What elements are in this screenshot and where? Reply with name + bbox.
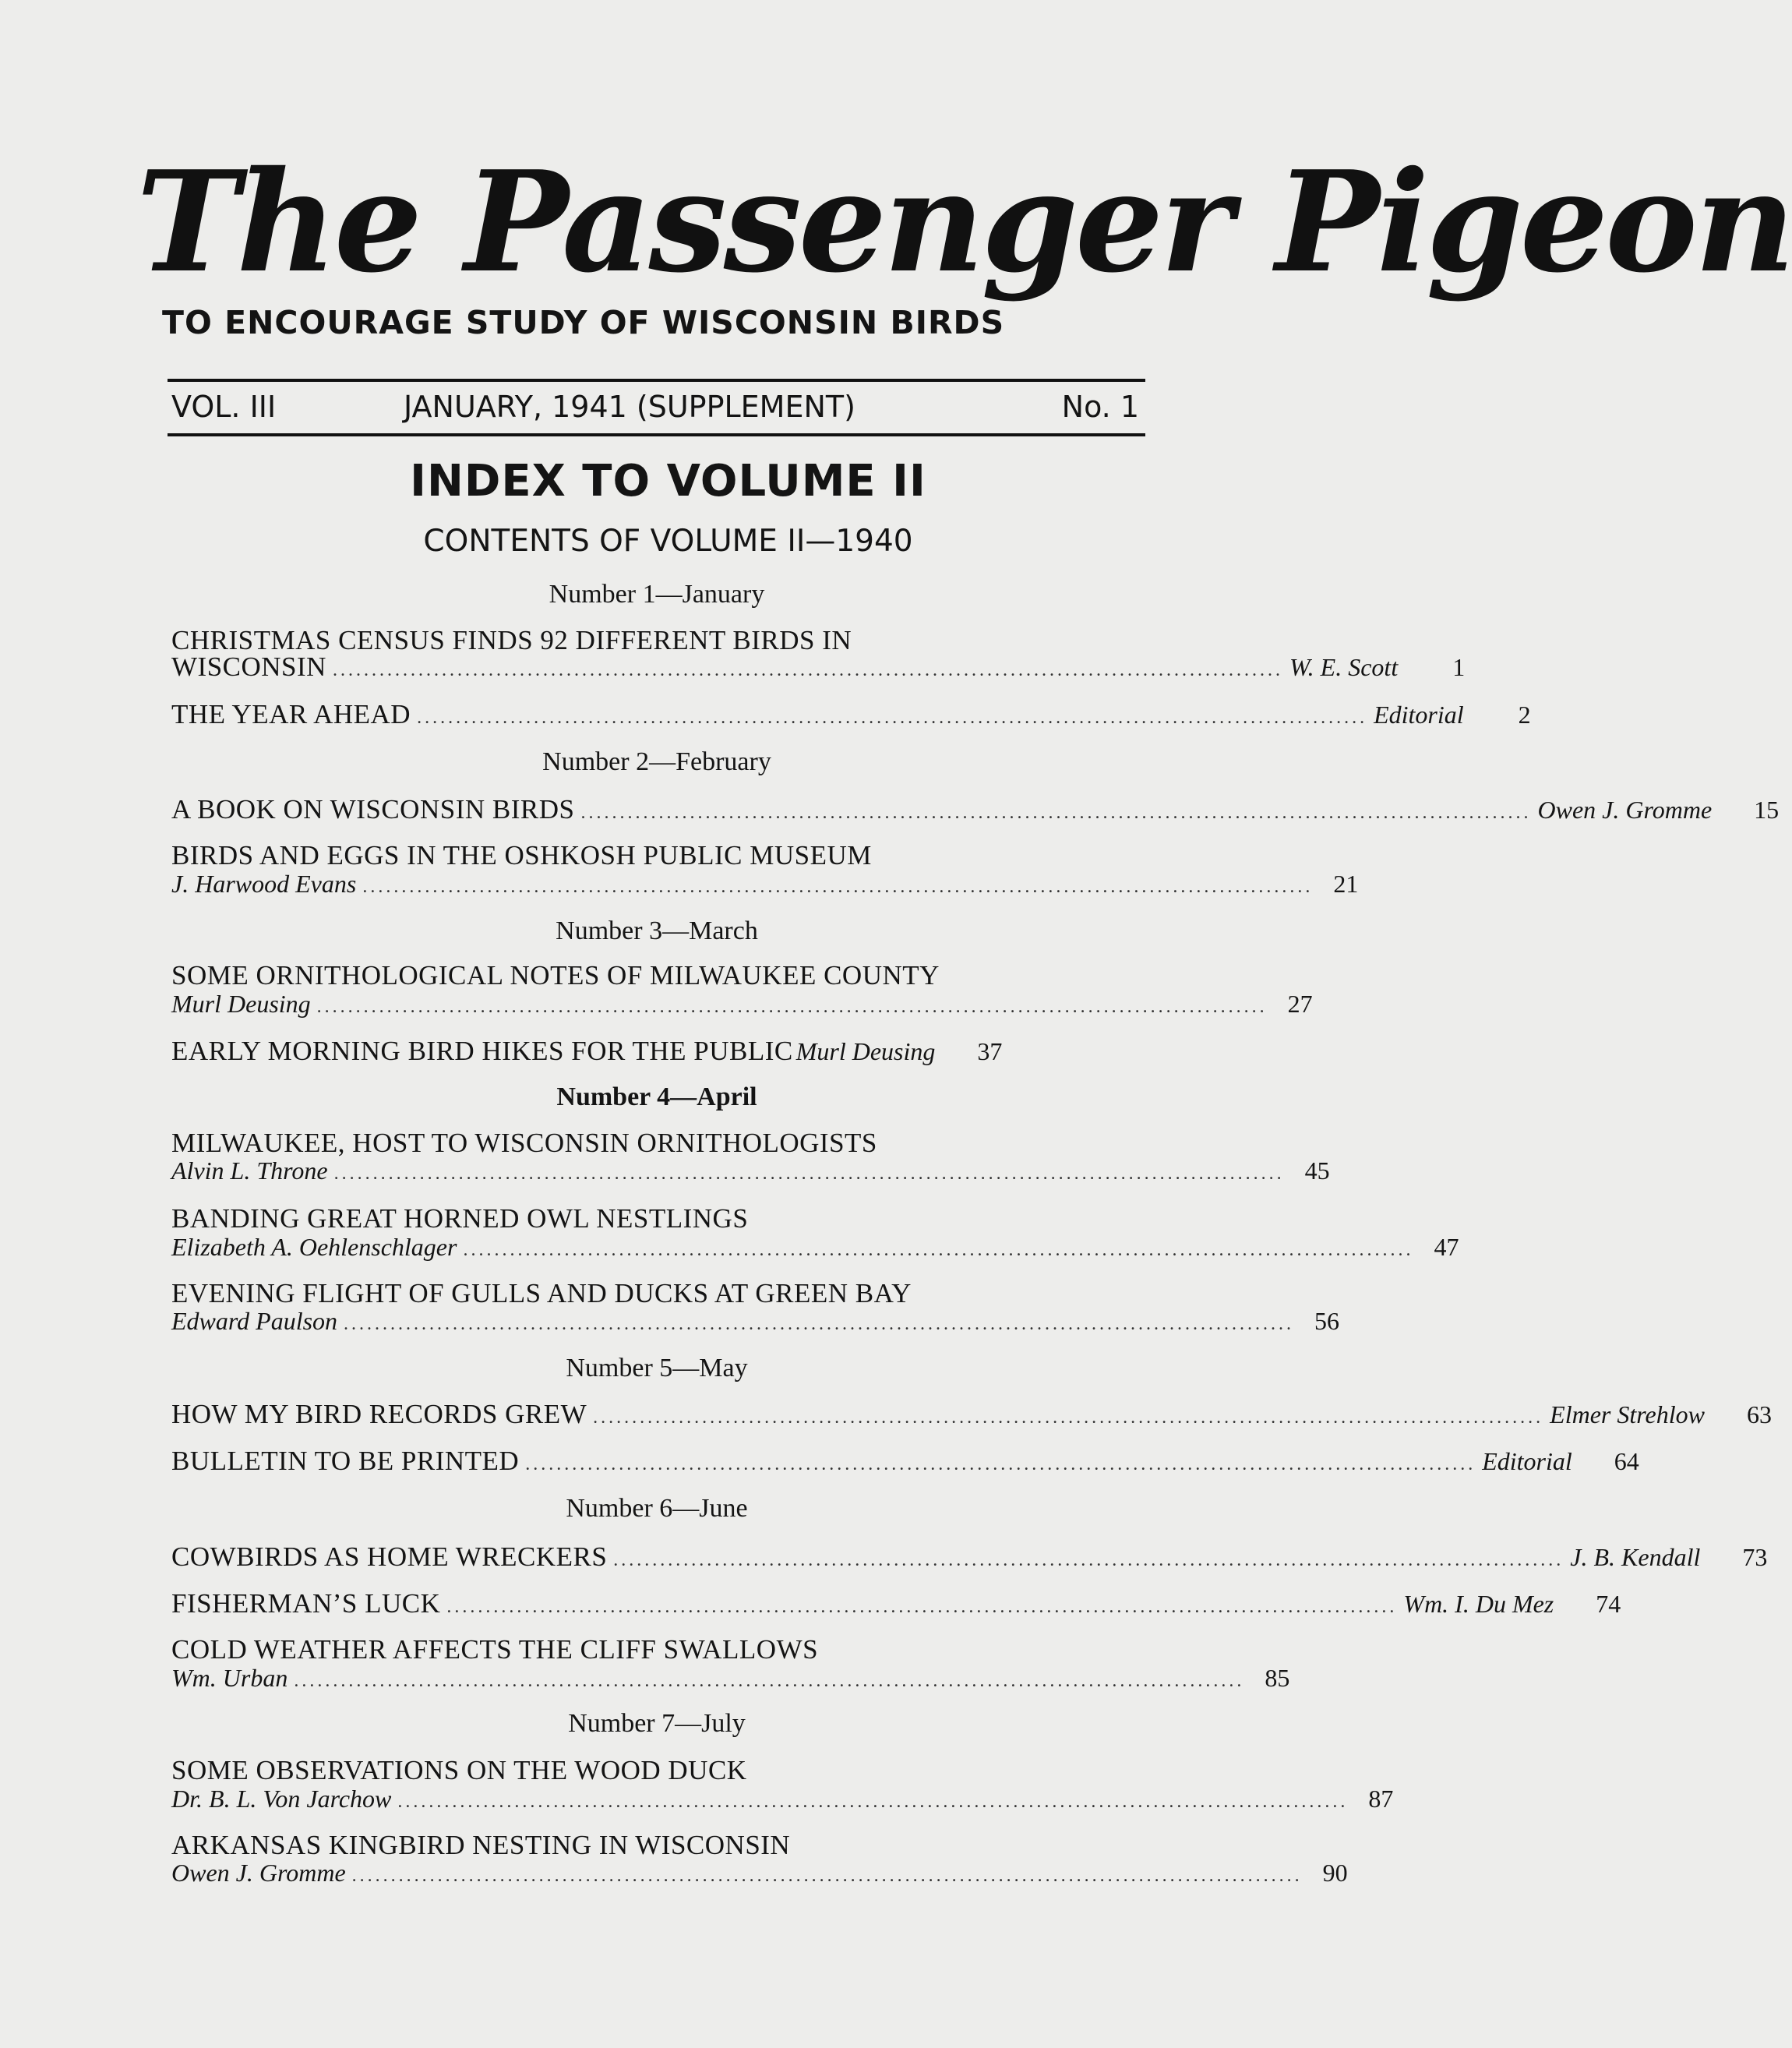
issue-line [170,383,1142,430]
masthead-subtitle: TO ENCOURAGE STUDY OF WISCONSIN BIRDS [162,304,1005,341]
leader-dots: .......................................................................................................................... [525,1454,1476,1474]
article-lead: Elizabeth A. Oehlenschlager [171,1233,457,1261]
article-row [171,1397,1772,1432]
article-row [171,1781,1394,1816]
leader-dots: .......................................................................................................................... [580,803,1532,823]
article-row [171,1034,1141,1068]
issue-heading: Number 6—June [566,1494,748,1523]
volume-label: VOL. III [171,390,277,424]
article-lead: THE YEAR AHEAD [171,699,411,729]
article-row [171,1444,1639,1478]
article-lead: COWBIRDS AS HOME WRECKERS [171,1541,608,1572]
issue-heading: Number 5—May [566,1354,748,1382]
article-page: 74 [1596,1590,1621,1618]
article-page: 73 [1742,1543,1768,1571]
article-title: COLD WEATHER AFFECTS THE CLIFF SWALLOWS [171,1634,819,1665]
article-author: Editorial [1482,1447,1572,1475]
article-row [171,1304,1340,1338]
article-title: EVENING FLIGHT OF GULLS AND DUCKS AT GREEN BAY [171,1278,912,1308]
article-page: 37 [977,1037,1003,1065]
article-page: 21 [1333,870,1359,898]
article-title: SOME ORNITHOLOGICAL NOTES OF MILWAUKEE COUNTY [171,960,940,990]
article-row [171,1540,1768,1574]
article-row [171,1153,1330,1188]
article-lead: Edward Paulson [171,1307,338,1335]
issue-number: No. 1 [1061,390,1139,424]
article-row [171,1587,1621,1621]
issue-heading: Number 7—July [568,1709,746,1738]
article-title: CHRISTMAS CENSUS FINDS 92 DIFFERENT BIRDS IN [171,625,852,655]
article-lead: Wm. Urban [171,1664,288,1692]
article-author: Murl Deusing [795,1037,936,1065]
leader-dots: .......................................................................................................................... [397,1792,1349,1812]
article-author: Owen J. Gromme [1537,796,1713,824]
leader-dots: .......................................................................................................................... [333,1163,1285,1184]
article-page: 45 [1304,1156,1330,1185]
article-page: 2 [1518,701,1531,729]
article-author: W. E. Scott [1289,653,1399,681]
article-row [171,793,1780,827]
article-page: 64 [1614,1447,1639,1475]
article-title: MILWAUKEE, HOST TO WISCONSIN ORNITHOLOGISTS [171,1128,877,1158]
article-row [171,1661,1290,1695]
article-author: Editorial [1374,701,1464,729]
issue-heading: Number 4—April [556,1082,757,1111]
article-title: SOME OBSERVATIONS ON THE WOOD DUCK [171,1755,747,1785]
article-lead: EARLY MORNING BIRD HIKES FOR THE PUBLIC [171,1036,793,1066]
leader-dots: .......................................................................................................................... [593,1407,1544,1428]
article-lead: J. Harwood Evans [171,870,357,898]
article-row [171,1230,1459,1264]
article-lead: WISCONSIN [171,651,326,682]
leader-dots: .......................................................................................................................... [344,1314,1295,1334]
masthead-title: The Passenger Pigeon [136,140,1792,303]
article-page: 15 [1754,796,1780,824]
issue-heading: Number 2—February [542,747,771,776]
article-page: 27 [1287,990,1313,1018]
article-page: 90 [1322,1859,1348,1887]
article-page: 1 [1452,653,1466,681]
leader-dots: .......................................................................................................................... [294,1671,1245,1691]
top-rule [168,379,1145,382]
article-lead: Alvin L. Throne [171,1156,328,1185]
article-page: 47 [1434,1233,1459,1261]
leader-dots: .......................................................................................................................... [332,660,1283,680]
article-page: 87 [1368,1785,1394,1813]
article-author: Elmer Strehlow [1550,1400,1705,1428]
article-row [171,867,1359,901]
article-lead: FISHERMAN’S LUCK [171,1588,441,1619]
leader-dots: .......................................................................................................................... [362,877,1314,897]
leader-dots: .......................................................................................................................... [316,997,1268,1017]
article-lead: HOW MY BIRD RECORDS GREW [171,1399,587,1429]
leader-dots: .......................................................................................................................... [463,1240,1414,1260]
article-row [171,1856,1348,1890]
article-author: J. B. Kendall [1570,1543,1701,1571]
article-row [171,650,1466,684]
article-title: ARKANSAS KINGBIRD NESTING IN WISCONSIN [171,1830,791,1860]
article-page: 63 [1746,1400,1772,1428]
leader-dots: .......................................................................................................................... [446,1597,1398,1617]
issue-heading: Number 1—January [549,580,765,609]
issue-heading: Number 3—March [556,916,758,945]
article-lead: Dr. B. L. Von Jarchow [171,1785,392,1813]
bottom-rule [168,433,1145,436]
issue-date: JANUARY, 1941 (SUPPLEMENT) [404,390,855,424]
contents-title: CONTENTS OF VOLUME II—1940 [423,524,913,559]
article-page: 85 [1265,1664,1290,1692]
article-row [171,697,1531,732]
article-row [171,987,1313,1021]
article-lead: Owen J. Gromme [171,1859,346,1887]
article-lead: Murl Deusing [171,990,311,1018]
article-page: 56 [1314,1307,1340,1335]
article-lead: A BOOK ON WISCONSIN BIRDS [171,794,575,824]
article-title: BANDING GREAT HORNED OWL NESTLINGS [171,1203,749,1234]
article-title: BIRDS AND EGGS IN THE OSHKOSH PUBLIC MUSEUM [171,840,872,870]
leader-dots: .......................................................................................................................... [351,1866,1303,1886]
index-title: INDEX TO VOLUME II [410,456,926,507]
article-lead: BULLETIN TO BE PRINTED [171,1446,520,1476]
leader-dots: .......................................................................................................................... [613,1550,1564,1570]
article-author: Wm. I. Du Mez [1403,1590,1554,1618]
leader-dots: .......................................................................................................................... [417,708,1368,728]
